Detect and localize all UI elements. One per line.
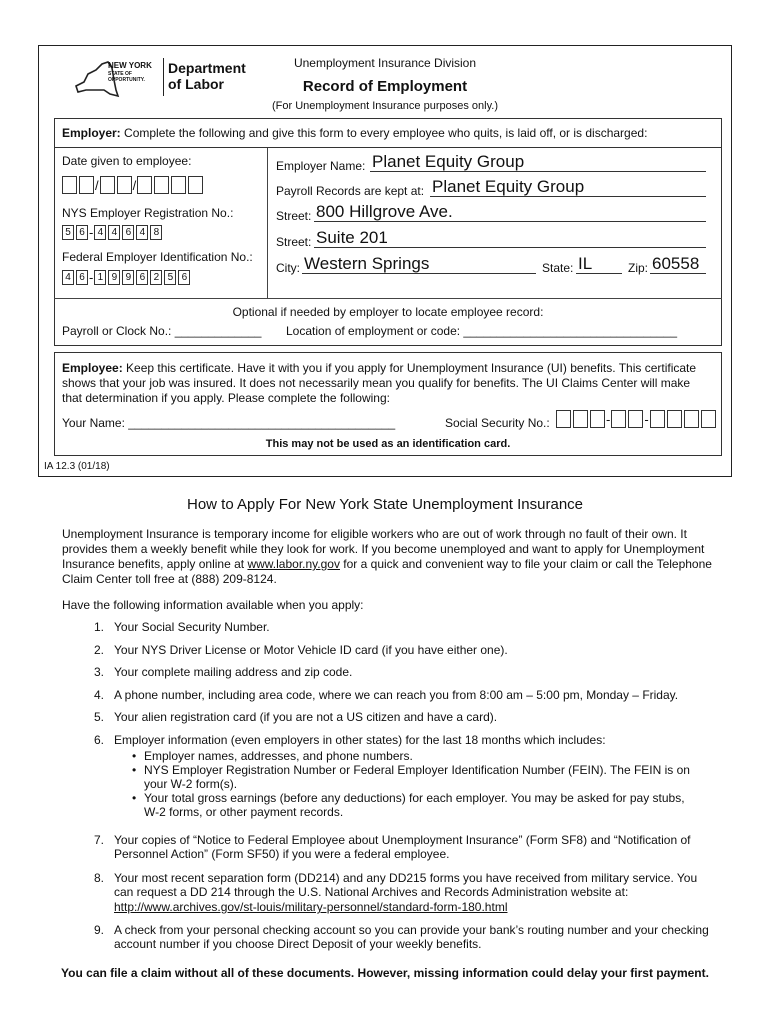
city-value[interactable]: Western Springs bbox=[304, 254, 430, 273]
ssn-digit-box[interactable] bbox=[590, 410, 605, 428]
registration-label: NYS Employer Registration No.: bbox=[62, 206, 234, 220]
payroll-clock-field[interactable]: Payroll or Clock No.: _____________ bbox=[62, 324, 262, 338]
employer-optional-divider bbox=[54, 298, 722, 299]
state-value[interactable]: IL bbox=[578, 254, 593, 273]
fein-label: Federal Employer Identification No.: bbox=[62, 250, 253, 264]
employer-name-row bbox=[276, 153, 708, 173]
fein-digit-box: 6 bbox=[136, 270, 148, 285]
ssn-digit-box[interactable] bbox=[611, 410, 626, 428]
payroll-records-value[interactable]: Planet Equity Group bbox=[432, 177, 585, 196]
optional-note: Optional if needed by employer to locate employee record: bbox=[232, 305, 544, 319]
employer-instruction-text: Complete the following and give this form to every employee who quits, is laid off, or is discharged: bbox=[120, 126, 648, 140]
employer-name-label: Employer Name: bbox=[276, 159, 366, 173]
street2-value[interactable]: Suite 201 bbox=[316, 228, 388, 247]
ssn-digit-box[interactable] bbox=[556, 410, 571, 428]
street1-line bbox=[314, 221, 706, 222]
zip-label: Zip: bbox=[628, 261, 649, 275]
reg-digit-box: 4 bbox=[108, 225, 120, 240]
date-digit-box[interactable] bbox=[79, 176, 94, 194]
list-item-text: Your most recent separation form (DD214) and any DD215 forms you have received from military service. You can request a DD 214 through the U.S. National Archives and Records Administration website at: bbox=[114, 871, 698, 899]
city-state-zip-row bbox=[276, 255, 708, 275]
fein-digit-box: 6 bbox=[178, 270, 190, 285]
employee-instruction bbox=[62, 361, 712, 406]
list-item-number: 5. bbox=[93, 710, 104, 724]
date-digit-box[interactable] bbox=[154, 176, 169, 194]
employee-instruction-text: Keep this certificate. Have it with you if you apply for Unemployment Insurance (UI) benefits. This certificate shows that your job was insured. It does not necessarily mean you qualify for benefits. The UI Claims Center will make that determination if you apply. Please complete the following: bbox=[62, 361, 697, 405]
ssn-digit-box[interactable] bbox=[573, 410, 588, 428]
howto-have-info: Have the following information available when you apply: bbox=[62, 598, 364, 612]
bullet-dot: • bbox=[132, 749, 137, 763]
reg-separator: - bbox=[89, 225, 94, 241]
state-label: State: bbox=[542, 261, 574, 275]
form-subtitle: (For Unemployment Insurance purposes only.) bbox=[271, 100, 498, 112]
list-item-number: 4. bbox=[93, 688, 104, 702]
logo-state-of: STATE OF bbox=[108, 71, 132, 77]
list-item-number: 6. bbox=[93, 733, 104, 747]
list-item-number: 2. bbox=[93, 643, 104, 657]
reg-digit-box: 6 bbox=[122, 225, 134, 240]
payroll-records-line bbox=[430, 196, 706, 197]
employer-instruction bbox=[62, 126, 647, 140]
logo-divider bbox=[163, 58, 164, 96]
fein-separator: - bbox=[89, 270, 94, 286]
bullet-dot: • bbox=[132, 763, 137, 777]
date-digit-box[interactable] bbox=[171, 176, 186, 194]
fein-digit-box: 9 bbox=[108, 270, 120, 285]
ssn-separator: - bbox=[644, 411, 649, 427]
zip-value[interactable]: 60558 bbox=[652, 254, 700, 273]
street2-row bbox=[276, 229, 708, 249]
employer-column-divider bbox=[267, 148, 268, 298]
division-name: Unemployment Insurance Division bbox=[293, 56, 477, 70]
your-name-field[interactable]: Your Name: ________________________________________ bbox=[62, 416, 396, 430]
date-digit-box[interactable] bbox=[188, 176, 203, 194]
logo-department: Department bbox=[168, 60, 246, 76]
city-label: City: bbox=[276, 261, 300, 275]
fein-digit-box: 5 bbox=[164, 270, 176, 285]
date-digit-box[interactable] bbox=[100, 176, 115, 194]
bullet-item bbox=[130, 791, 690, 819]
list-item-number: 8. bbox=[93, 871, 104, 885]
date-separator: / bbox=[132, 177, 137, 193]
date-digit-box[interactable] bbox=[117, 176, 132, 194]
employee-label: Employee: bbox=[62, 361, 123, 375]
street1-row bbox=[276, 203, 708, 223]
location-code-field[interactable]: Location of employment or code: ________________________________ bbox=[286, 324, 677, 338]
employer-name-line bbox=[370, 171, 706, 172]
fein-digit-box: 9 bbox=[122, 270, 134, 285]
not-id-notice: This may not be used as an identification card. bbox=[265, 438, 511, 450]
form-id: IA 12.3 (01/18) bbox=[44, 461, 110, 472]
list-item-text: A check from your personal checking account so you can provide your bank’s routing number and your checking account number if you choose Direct Deposit of your weekly benefits. bbox=[114, 923, 709, 951]
street2-line bbox=[314, 247, 706, 248]
bullet-item bbox=[130, 763, 690, 791]
howto-intro-text-a: Unemployment Insurance is temporary income for eligible workers who are out of work through no fault of their own. It provides them a weekly benefit while they look for work. If you become unemployed and want to apply for Unemployment Insurance benefits, apply online at bbox=[62, 527, 705, 571]
ssn-field[interactable] bbox=[556, 410, 718, 428]
list-item-text: Your complete mailing address and zip code. bbox=[114, 665, 353, 679]
form-title: Record of Employment bbox=[302, 78, 468, 95]
logo-opportunity: OPPORTUNITY. bbox=[108, 77, 145, 83]
street1-label: Street: bbox=[276, 209, 312, 223]
employer-label: Employer: bbox=[62, 126, 121, 140]
list-item-number: 9. bbox=[93, 923, 104, 937]
zip-line bbox=[650, 273, 706, 274]
fein-digit-box: 2 bbox=[150, 270, 162, 285]
labor-website-link[interactable]: www.labor.ny.gov bbox=[247, 557, 340, 571]
howto-intro-text-b: for a quick and convenient way to file your claim or call the Telephone Claim Center toll free at (888) 209-8124. bbox=[62, 557, 712, 586]
payroll-records-label: Payroll Records are kept at: bbox=[276, 184, 425, 198]
ssn-label: Social Security No.: bbox=[445, 416, 550, 430]
fein-digit-box: 6 bbox=[76, 270, 88, 285]
fein-digit-box: 1 bbox=[94, 270, 106, 285]
reg-digit-box: 4 bbox=[136, 225, 148, 240]
bullet-item bbox=[130, 749, 710, 763]
city-line bbox=[302, 273, 536, 274]
fein-field[interactable] bbox=[62, 270, 192, 285]
street2-label: Street: bbox=[276, 235, 312, 249]
registration-number-field[interactable] bbox=[62, 225, 164, 240]
howto-title: How to Apply For New York State Unemployment Insurance bbox=[186, 496, 584, 513]
ssn-digit-box[interactable] bbox=[684, 410, 699, 428]
bullet-text: Your total gross earnings (before any deductions) for each employer. You may be asked for pay stubs, W-2 forms, or other payment records. bbox=[144, 791, 685, 819]
state-line bbox=[576, 273, 622, 274]
nys-dol-logo bbox=[74, 58, 254, 102]
list-item-number: 3. bbox=[93, 665, 104, 679]
footer-note: You can file a claim without all of these documents. However, missing information could delay your first payment. bbox=[61, 966, 709, 980]
ssn-digit-box[interactable] bbox=[701, 410, 716, 428]
street1-value[interactable]: 800 Hillgrove Ave. bbox=[316, 202, 453, 221]
bullet-text: Employer names, addresses, and phone numbers. bbox=[144, 749, 413, 763]
date-given-label: Date given to employee: bbox=[62, 154, 192, 168]
list-item-text: A phone number, including area code, where we can reach you from 8:00 am – 5:00 pm, Monday – Friday. bbox=[114, 688, 679, 702]
list-item-text: Your copies of “Notice to Federal Employee about Unemployment Insurance” (Form SF8) and “Notification of Personnel Action” (Form SF50) if you were a federal employee. bbox=[114, 833, 691, 861]
ssn-digit-box[interactable] bbox=[667, 410, 682, 428]
bullet-text: NYS Employer Registration Number or Federal Employer Identification Number (FEIN). The FEIN is on your W-2 form(s). bbox=[144, 763, 690, 791]
date-separator: / bbox=[95, 177, 99, 193]
list-item-number: 1. bbox=[93, 620, 104, 634]
list-item-text: Your alien registration card (if you are not a US citizen and have a card). bbox=[114, 710, 498, 724]
bullet-dot: • bbox=[132, 791, 137, 805]
payroll-records-row bbox=[276, 178, 708, 198]
reg-digit-box: 4 bbox=[94, 225, 106, 240]
employer-name-value[interactable]: Planet Equity Group bbox=[372, 152, 525, 171]
date-digit-box[interactable] bbox=[137, 176, 152, 194]
fein-digit-box: 4 bbox=[62, 270, 74, 285]
logo-of-labor: of Labor bbox=[168, 76, 224, 92]
reg-digit-box: 6 bbox=[76, 225, 88, 240]
ssn-digit-box[interactable] bbox=[650, 410, 665, 428]
archives-link[interactable]: http://www.archives.gov/st-louis/military-personnel/standard-form-180.html bbox=[114, 900, 508, 914]
list-item-text: Employer information (even employers in other states) for the last 18 months which includes: bbox=[114, 733, 606, 747]
date-digit-box[interactable] bbox=[62, 176, 77, 194]
list-item-text: Your NYS Driver License or Motor Vehicle ID card (if you have either one). bbox=[114, 643, 508, 657]
reg-digit-box: 5 bbox=[62, 225, 74, 240]
ssn-separator: - bbox=[606, 411, 611, 427]
list-item-number: 7. bbox=[93, 833, 104, 847]
employer-info-bullets bbox=[130, 749, 710, 819]
list-item-text: Your Social Security Number. bbox=[114, 620, 270, 634]
reg-digit-box: 8 bbox=[150, 225, 162, 240]
logo-ny: NEW YORK bbox=[108, 61, 152, 70]
ssn-digit-box[interactable] bbox=[628, 410, 643, 428]
date-given-field[interactable] bbox=[62, 176, 205, 194]
howto-intro bbox=[62, 527, 718, 587]
